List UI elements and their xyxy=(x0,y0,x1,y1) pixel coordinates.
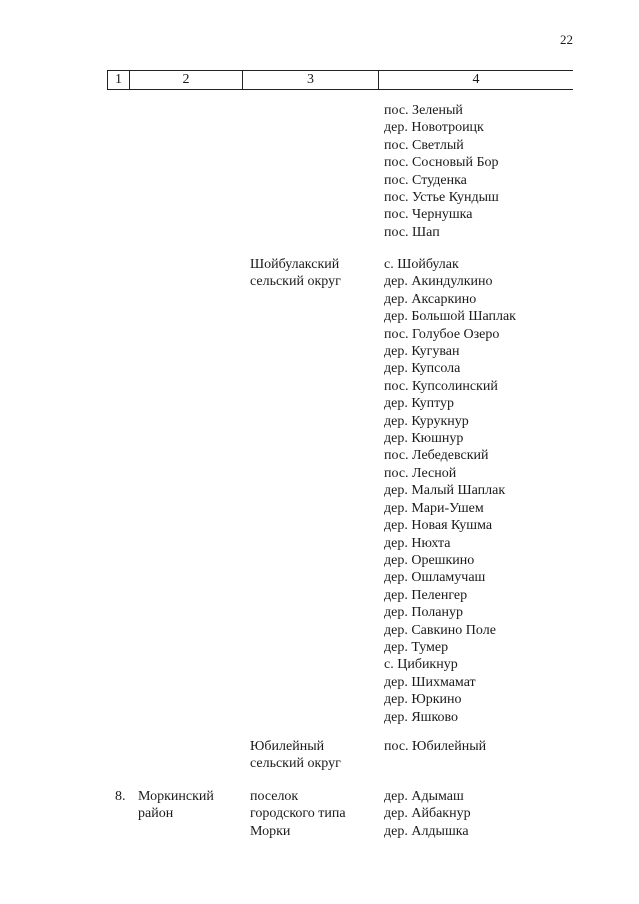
list-item: сельский округ xyxy=(250,274,341,290)
list-item: дер. Курукнур xyxy=(384,413,469,429)
list-item: пос. Лебедевский xyxy=(384,448,489,464)
list-item: Морки xyxy=(250,823,291,839)
list-item: дер. Юркино xyxy=(384,692,462,708)
list-item: дер. Савкино Поле xyxy=(384,622,496,638)
okrug-name xyxy=(250,788,346,840)
list-item: сельский округ xyxy=(250,756,341,772)
list-item: дер. Новотроицк xyxy=(384,120,484,136)
list-item: Моркинский xyxy=(138,789,214,804)
list-item: пос. Светлый xyxy=(384,137,464,153)
list-item: дер. Шихмамат xyxy=(384,674,476,690)
list-item: дер. Мари-Ушем xyxy=(384,500,484,516)
list-item: пос. Голубое Озеро xyxy=(384,326,500,342)
list-item: дер. Поланур xyxy=(384,605,463,621)
settlement-list xyxy=(384,102,499,241)
okrug-name xyxy=(250,738,341,773)
list-item: дер. Адымаш xyxy=(384,789,464,804)
list-item: пос. Сосновый Бор xyxy=(384,155,499,171)
list-item: дер. Яшково xyxy=(384,709,459,725)
list-item: пос. Зеленый xyxy=(384,103,463,118)
list-item: городского типа xyxy=(250,806,346,822)
settlement-list xyxy=(384,788,471,840)
list-item: пос. Чернушка xyxy=(384,207,473,223)
header-cell-4: 4 xyxy=(378,71,573,89)
settlement-list xyxy=(384,738,486,755)
list-item: дер. Пеленгер xyxy=(384,587,468,603)
list-item: пос. Купсолинский xyxy=(384,378,498,394)
list-item: дер. Кюшнур xyxy=(384,431,464,447)
list-item: с. Цибикнур xyxy=(384,657,458,673)
list-item: дер. Малый Шаплак xyxy=(384,483,506,499)
list-item: дер. Купсола xyxy=(384,361,461,377)
list-item: дер. Новая Кушма xyxy=(384,518,493,534)
header-cell-3: 3 xyxy=(242,71,378,89)
list-item: дер. Большой Шаплак xyxy=(384,309,516,325)
settlement-list xyxy=(384,256,516,726)
list-item: пос. Шап xyxy=(384,224,440,240)
list-item: дер. Кугуван xyxy=(384,344,460,360)
list-item: дер. Айбакнур xyxy=(384,806,471,822)
list-item: пос. Студенка xyxy=(384,172,467,188)
list-item: дер. Ошламучаш xyxy=(384,570,486,586)
list-item: дер. Тумер xyxy=(384,639,449,655)
list-item: пос. Лесной xyxy=(384,465,457,481)
district-name xyxy=(138,788,214,823)
row-number: 8. xyxy=(115,789,126,804)
okrug-name xyxy=(250,256,341,291)
list-item: пос. Юбилейный xyxy=(384,739,487,754)
list-item: с. Шойбулак xyxy=(384,257,459,272)
list-item: поселок xyxy=(250,789,299,804)
list-item: дер. Нюхта xyxy=(384,535,451,551)
list-item: Юбилейный xyxy=(250,739,325,754)
list-item: дер. Алдышка xyxy=(384,823,469,839)
list-item: Шойбулакский xyxy=(250,257,340,272)
list-item: дер. Куптур xyxy=(384,396,455,412)
list-item: дер. Акиндулкино xyxy=(384,274,493,290)
list-item: пос. Устье Кундыш xyxy=(384,190,499,206)
list-item: район xyxy=(138,806,174,822)
list-item: дер. Орешкино xyxy=(384,552,475,568)
header-cell-1: 1 xyxy=(107,71,129,89)
table-header-row xyxy=(107,70,573,90)
header-cell-2: 2 xyxy=(129,71,242,89)
page-number: 22 xyxy=(560,32,573,47)
list-item: дер. Аксаркино xyxy=(384,291,477,307)
